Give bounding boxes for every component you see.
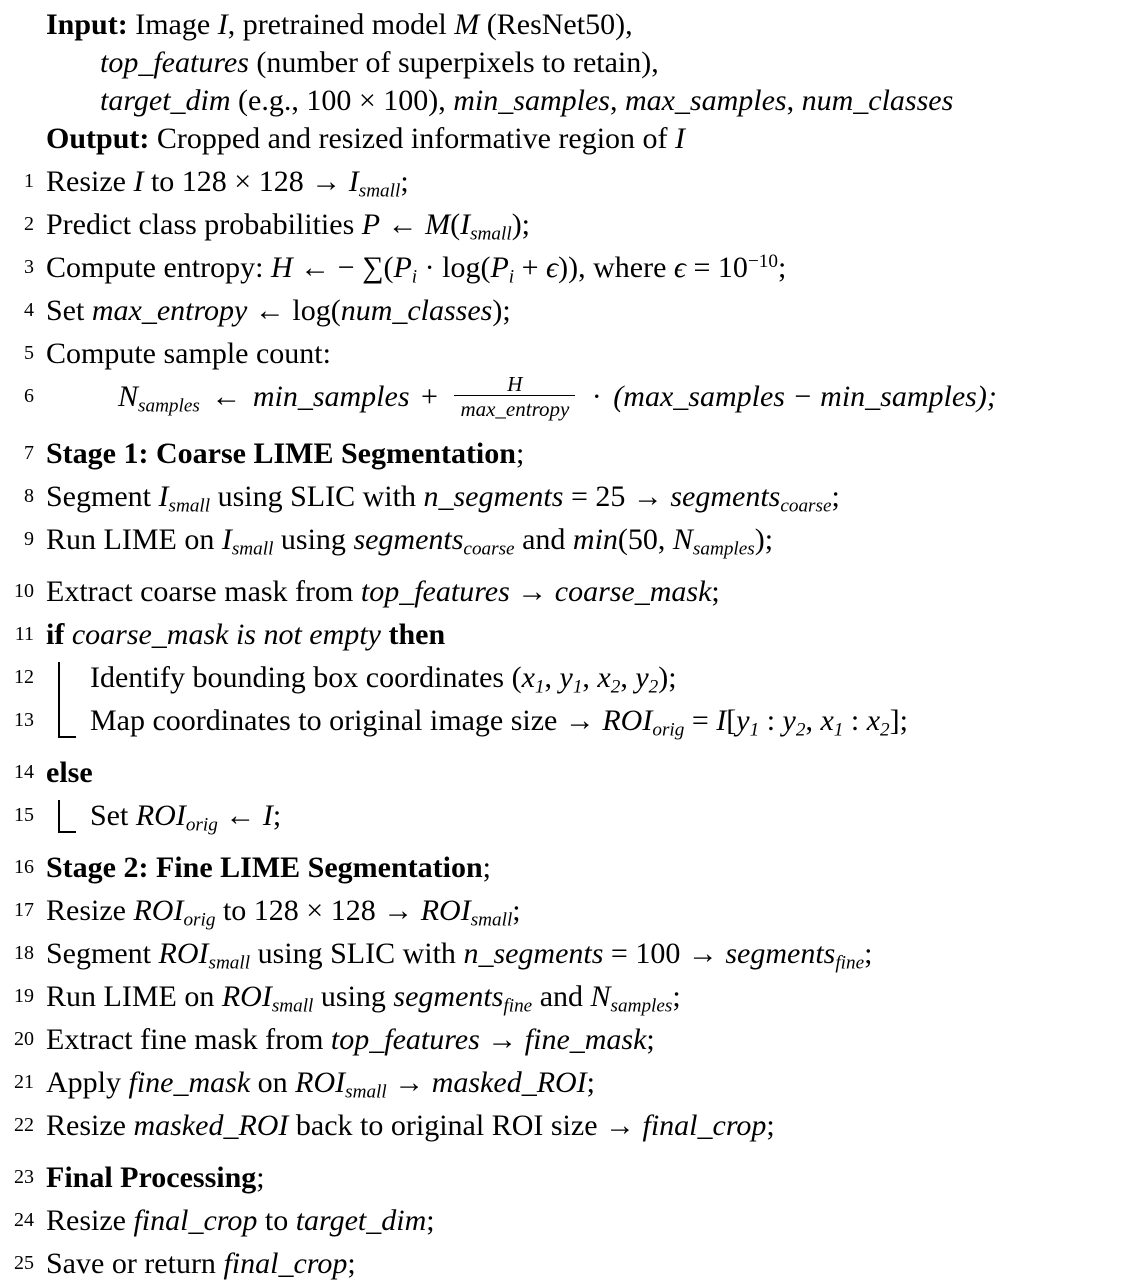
algorithm-step-5 — [0, 332, 1138, 375]
step-text: Map coordinates to original image size → $ROI_{orig} = I[y_1$ : $y_2$, $x_1$ : $x_2$]; — [90, 704, 908, 741]
step-text: Compute entropy: H ← − $\sum(P_i \cdot \log(P_i + \epsilon))$, where $\epsilon = 10^{-10}$; — [46, 251, 787, 288]
step-number: 19 — [14, 985, 34, 1008]
algorithm-step-7 — [0, 432, 1138, 475]
step-number: 7 — [24, 442, 34, 465]
n-samples-symbol: $N_{samples}$ — [118, 380, 200, 417]
step-text: Apply fine_mask on $ROI_{small}$ → masked_ROI; — [46, 1066, 596, 1103]
algorithm-step-25 — [0, 1242, 1138, 1285]
assign-arrow: ← — [203, 380, 249, 413]
step-text: Stage 1: Coarse LIME Segmentation; — [46, 437, 525, 471]
algorithm-step-17 — [0, 889, 1138, 932]
output-line-text: Cropped and resized informative region of I — [149, 122, 686, 155]
algorithm-step-19 — [0, 975, 1138, 1018]
step-text: Run LIME on $I_{small}$ using segments$_{coarse}$ and min(50, $N_{samples}$); — [46, 523, 774, 560]
step-number: 20 — [14, 1028, 34, 1051]
step-number: 15 — [14, 804, 34, 827]
algorithm-step-2 — [0, 203, 1138, 246]
algorithm-step-1 — [0, 160, 1138, 203]
step-number: 13 — [14, 709, 34, 732]
step-text: Resize masked_ROI back to original ROI size → final_crop; — [46, 1109, 775, 1143]
step-number: 5 — [24, 342, 34, 364]
algorithm-step-15 — [0, 794, 1138, 837]
step-number: 17 — [14, 899, 34, 922]
step-text: Final Processing; — [46, 1161, 265, 1195]
step-number: 6 — [24, 385, 34, 407]
algorithm-step-20 — [0, 1018, 1138, 1061]
input-line-2: top_features (number of superpixels to retain), — [100, 46, 659, 79]
algorithm-step-4 — [0, 289, 1138, 332]
step-text: else — [46, 756, 93, 790]
algorithm-step-24 — [0, 1199, 1138, 1242]
fraction-denominator: max_entropy — [460, 397, 570, 422]
step-text: Resize $ROI_{orig}$ to $128 \times 128 \to ROI_{small}$; — [46, 894, 521, 931]
algorithm-step-14 — [0, 751, 1138, 794]
step-number: 25 — [14, 1252, 34, 1275]
algorithm-step-9 — [0, 518, 1138, 561]
input-line-1-text: Image I, pretrained model M (ResNet50), — [127, 8, 633, 41]
step-number: 2 — [24, 213, 34, 235]
algorithm-header — [0, 0, 1138, 158]
step-text: Resize I to $128 \times 128 \to I_{small}$; — [46, 165, 409, 202]
algorithm-step-11 — [0, 613, 1138, 656]
plus-operator: + — [413, 380, 446, 413]
step-text: Run LIME on $ROI_{small}$ using segments$_{fine}$ and $N_{samples}$; — [46, 980, 681, 1017]
step-text: if coarse_mask is not empty then — [46, 618, 446, 652]
algorithm-step-18 — [0, 932, 1138, 975]
algorithm-step-8 — [0, 475, 1138, 518]
step-text: Extract fine mask from top_features → fine_mask; — [46, 1023, 655, 1057]
step-text: Segment $I_{small}$ using SLIC with n_segments = 25 → segments$_{coarse}$; — [46, 480, 840, 517]
algorithm-step-13 — [0, 699, 1138, 742]
algorithm-step-16 — [0, 846, 1138, 889]
algorithm-step-22 — [0, 1104, 1138, 1147]
output-label: Output: — [46, 122, 150, 155]
fraction-numerator: H — [454, 373, 575, 396]
step-text: Save or return final_crop; — [46, 1247, 356, 1281]
dot-operator: · — [584, 380, 610, 413]
step-number: 16 — [14, 856, 34, 879]
algorithm-step-21 — [0, 1061, 1138, 1104]
step-text — [34, 372, 1138, 423]
step-text: Set max_entropy ← log(num_classes); — [46, 294, 511, 327]
step-number: 1 — [24, 170, 34, 192]
step-number: 23 — [14, 1166, 34, 1189]
step-text: Stage 2: Fine LIME Segmentation; — [46, 851, 491, 885]
step-text: Extract coarse mask from top_features → coarse_mask; — [46, 575, 720, 609]
algorithm-step-6 — [0, 372, 1138, 423]
step-text: Identify bounding box coordinates ($x_1$, $y_1$, $x_2$, $y_2$); — [90, 661, 677, 698]
step-number: 21 — [14, 1071, 34, 1094]
step-number: 22 — [14, 1114, 34, 1137]
step-number: 4 — [24, 299, 34, 321]
algorithm-step-23 — [0, 1156, 1138, 1199]
step-number: 10 — [14, 580, 34, 603]
step-number: 14 — [14, 761, 34, 784]
step-text: Segment $ROI_{small}$ using SLIC with n_segments = 100 → segments$_{fine}$; — [46, 937, 873, 974]
step-number: 9 — [24, 528, 34, 551]
step-text: Resize final_crop to target_dim; — [46, 1204, 435, 1238]
sample-range-term: (max_samples − min_samples); — [613, 380, 997, 413]
step-number: 8 — [24, 485, 34, 508]
step-text: Predict class probabilities P ← $M(I_{small})$; — [46, 208, 531, 245]
step-number: 12 — [14, 666, 34, 689]
step-text: Compute sample count: — [46, 337, 331, 370]
entropy-ratio-fraction — [454, 373, 575, 421]
algorithm-step-12 — [0, 656, 1138, 699]
input-line-3: target_dim (e.g., 100 × 100), min_samples, max_samples, num_classes — [100, 84, 954, 117]
algorithm-steps — [0, 160, 1138, 1285]
algorithm-step-3 — [0, 246, 1138, 289]
step-number: 24 — [14, 1209, 34, 1232]
step-number: 18 — [14, 942, 34, 965]
step-text: Set $ROI_{orig}$ ← I; — [90, 799, 282, 836]
algorithm-step-10 — [0, 570, 1138, 613]
input-label: Input: — [46, 8, 128, 41]
output-line — [0, 120, 1138, 158]
step-number: 3 — [24, 256, 34, 278]
input-line-1 — [0, 6, 1138, 44]
step-number: 11 — [14, 623, 34, 646]
min-samples-term: min_samples — [252, 380, 410, 413]
